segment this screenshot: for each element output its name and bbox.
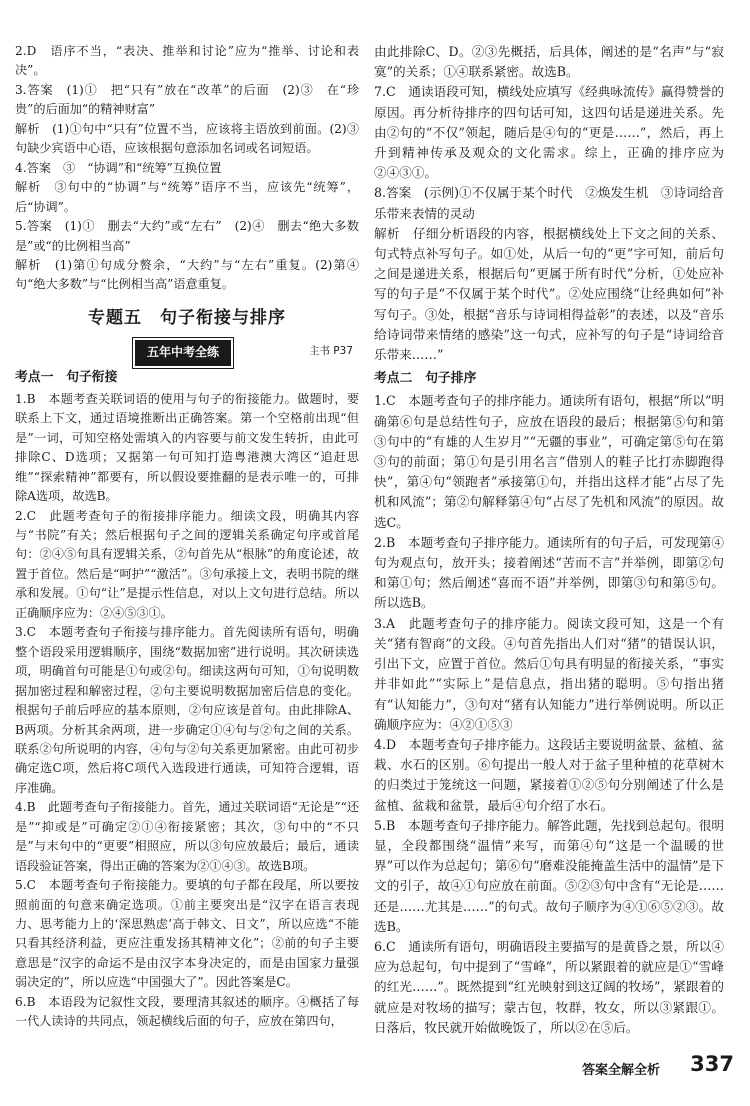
q4-analysis: 解析 ③句中的“协调”与“统筹”语序不当，应该先“统筹”，后“协调”。 — [15, 180, 359, 214]
q5-answer: 5.答案 (1)① 删去“大约”或“左右” (2)④ 删去“绝大多数是”或“的比例相当高” — [15, 219, 359, 253]
k1-item-2: 2.C 此题考查句子的衔接排序能力。细读文段，明确其内容与“书院”有关；然后根据句子之间的逻辑关系确定句序或首尾句：②④⑤句具有逻辑关系，②句首先从“根脉”的角度论述，故置于首位。然后是“呵护”“激活”。③句承接上文，表明书院的继承和发展。①句“让”是提示性信息，对以上文句进行总结。所以正确顺序应为：②④⑤③①。 — [15, 508, 359, 620]
textbook-page-reference: 主书 P37 — [308, 345, 353, 358]
left-column — [15, 42, 359, 1032]
q3-answer: 3.答案 (1)① 把“只有”放在“改革”的后面 (2)③ 在“珍贵”的后面加“的精神财富” — [15, 82, 359, 117]
k2-item-2: 2.B 本题考查句子排序能力。通读所有的句子后，可发现第④句为观点句，放开头；接着阐述“苦而不言”并举例，即第②句和第①句；然后阐述“喜而不语”并举例，即第③句和第⑤句。所以选B。 — [374, 534, 724, 611]
k2-item-5: 5.B 本题考查句子排序能力。解答此题，先找到总起句。很明显，全段都围绕“温情”来写，而第④句“这是一个温暖的世界”可以作为总起句；第⑥句“磨难没能掩盖生活中的温情”是下文的引子，故④①句应放在前面。⑤②③句中含有“无论是……还是……尤其是……”的句式。故句子顺序为④①⑥⑤②③。故选B。 — [374, 817, 724, 934]
kaodian-2-heading: 考点二 句子排序 — [374, 371, 477, 387]
exam-practice-banner: 五年中考全练 — [135, 340, 231, 365]
k2-item-4: 4.D 本题考查句子排序能力。这段话主要说明盆景、盆植、盆栽、水石的区别。⑥句提出一般人对于盆子里种植的花草树木的归类过于笼统这一问题，紧接着①②⑤句分别阐述了什么是盆植、盆栽和盆景，最后④句介绍了水石。 — [374, 736, 724, 813]
q2-answer: 2.D 语序不当，“表决、推举和讨论”应为“推举、讨论和表决”。 — [15, 44, 359, 78]
q4-answer: 4.答案 ③ “协调”和“统筹”互换位置 — [15, 160, 222, 175]
k1-item-8-answer: 8.答案 (示例)①不仅属于某个时代 ②焕发生机 ③诗词给音乐带来表情的灵动 — [374, 185, 724, 221]
k1-item-3: 3.C 本题考查句子衔接与排序能力。首先阅读所有语句，明确整个语段采用逻辑顺序，围绕“数据加密”进行说明。其次研读选项，明确首句可能是①句或②句。细读这两句可知，①句说明数据加密过程和解密过程，②句主要说明数据加密后信息的变化。根据句子前后呼应的基本原则，②句应该是首句。由此排除A、B两项。分析其余两项，进一步确定①④句与②句之间的关系。联系②句所说明的内容，④句与②句关系更加紧密。由此可初步确定选C项，然后将C项代入选段进行通读，可知符合逻辑，语序准确。 — [15, 625, 359, 795]
k1-item-8-analysis: 解析 仔细分析语段的内容，根据横线处上下文之间的关系、句式特点补写句子。如①处，从后一句的“更”字可知，前后句之间是递进关系，根据后句“更属于所有时代”分析，①处应补写的句子是“不仅属于某个时代”。②处应围绕“让经典如何”补写句子。③处，根据“音乐与诗词相得益彰”的表述，以及“音乐给诗词带来情绪的感染”这一句式，应补写的句子是“诗词给音乐带来……” — [374, 225, 724, 363]
k1-item-7: 7.C 通读语段可知，横线处应填写《经典咏流传》赢得赞誉的原因。再分析待排序的四句话可知，这四句话是递进关系。先由②句的“不仅”领起，随后是④句的“更是……”，然后，再上升到精神传承及观众的文化需求。综上，正确的排序应为②④③①。 — [374, 84, 724, 181]
page-number: 337 — [690, 1052, 734, 1076]
k2-item-1: 1.C 本题考查句子的排序能力。通读所有语句，根据“所以”明确第⑥句是总结性句子，应放在语段的最后；根据第⑤句和第③句中的“有雄的人生岁月”“无疆的事业”，可确定第⑤句在第③句的前面；第①句是引用名言“借别人的鞋子比打赤脚跑得快”，第④句“领跑者”承接第①句，并指出这样才能“占尽了先机和风流”；第②句解释第④句“占尽了先机和风流”的原因。故选C。 — [374, 393, 724, 530]
k1-item-1: 1.B 本题考查关联词语的使用与句子的衔接能力。做题时，要联系上下文，通过语境推断出正确答案。第一个空格前出现“但是”一词，可知空格处需填入的内容要与前文发生转折，由此可排除C、D选项；又据第一句可知打造粤港澳大湾区“追赶思维”“探索精神”都要有，所以假设要推翻的是表示唯一的，可排除A选项，故选B。 — [15, 391, 359, 504]
k1-item-4: 4.B 此题考查句子衔接能力。首先，通过关联词语“无论是”“还是”“抑或是”可确定②①④衔接紧密；其次，③句中的“不只是”与末句中的“更要”相照应，所以③句应放最后；最后，通读语段验证答案，得出正确的答案为②①④③。故选B项。 — [15, 800, 359, 873]
banner-row — [15, 338, 359, 362]
q3-analysis: 解析 (1)①句中“只有”位置不当，应该将主语放到前面。(2)③句缺少宾语中心语，应该根据句意添加名词或名词短语。 — [15, 121, 359, 156]
kaodian-1-heading: 考点一 句子衔接 — [15, 370, 118, 386]
k2-item-6: 6.C 通读所有语句，明确语段主要描写的是黄昏之景，所以④应为总起句，句中提到了“雪峰”，所以紧跟着的就应是①“雪峰的红光……”。既然提到“红光映射到这辽阔的牧场”，紧跟着的就应是对牧场的描写；蒙古包，牧群，牧女，所以③紧跟①。日落后，牧民就开始做晚饭了，所以②在⑤后。 — [374, 938, 724, 1035]
section-title: 专题五 句子衔接与排序 — [88, 307, 286, 328]
footer-label: 答案全解全析 — [581, 1063, 660, 1078]
right-column — [374, 42, 724, 1038]
k2-item-3: 3.A 此题考查句子的排序能力。阅读文段可知，这是一个有关“猪有智商”的文段。④句首先指出人们对“猪”的错误认识，引出下文，应置于首位。然后①句具有明显的衔接关系，“事实并非如此”“实际上”是信息点，指出猪的聪明。⑤句指出猪有“认知能力”，③句对“猪有认知能力”进行举例说明。所以正确顺序应为：④②①⑤③ — [374, 615, 724, 732]
k1-item-6-continued: 由此排除C、D。②③先概括，后具体，阐述的是“名声”与“寂寞”的关系；①④联系紧密。故选B。 — [374, 44, 724, 80]
k1-item-5: 5.C 本题考查句子衔接能力。要填的句子都在段尾，所以要按照前面的句意来确定选项。①前主要突出是“汉字在语言表现力、思考能力上的‘深思熟虑’高于韩文、日文”，所以应选“不能只看其经济利益，更应注重发扬其精神文化”；②前的句子主要意思是“汉字的命运不是由汉字本身决定的，而是由国家力量强弱决定的”，所以应选“中国强大了”。因此答案是C。 — [15, 878, 359, 990]
k1-item-6: 6.B 本语段为记叙性文段，要理清其叙述的顺序。④概括了每一代人读诗的共同点，领起横线后面的句子，应放在第四句， — [15, 994, 359, 1029]
q5-analysis: 解析 (1)第①句成分赘余，“大约”与“左右”重复。(2)第④句“绝大多数”与“比例相当高”语意重复。 — [15, 257, 359, 292]
